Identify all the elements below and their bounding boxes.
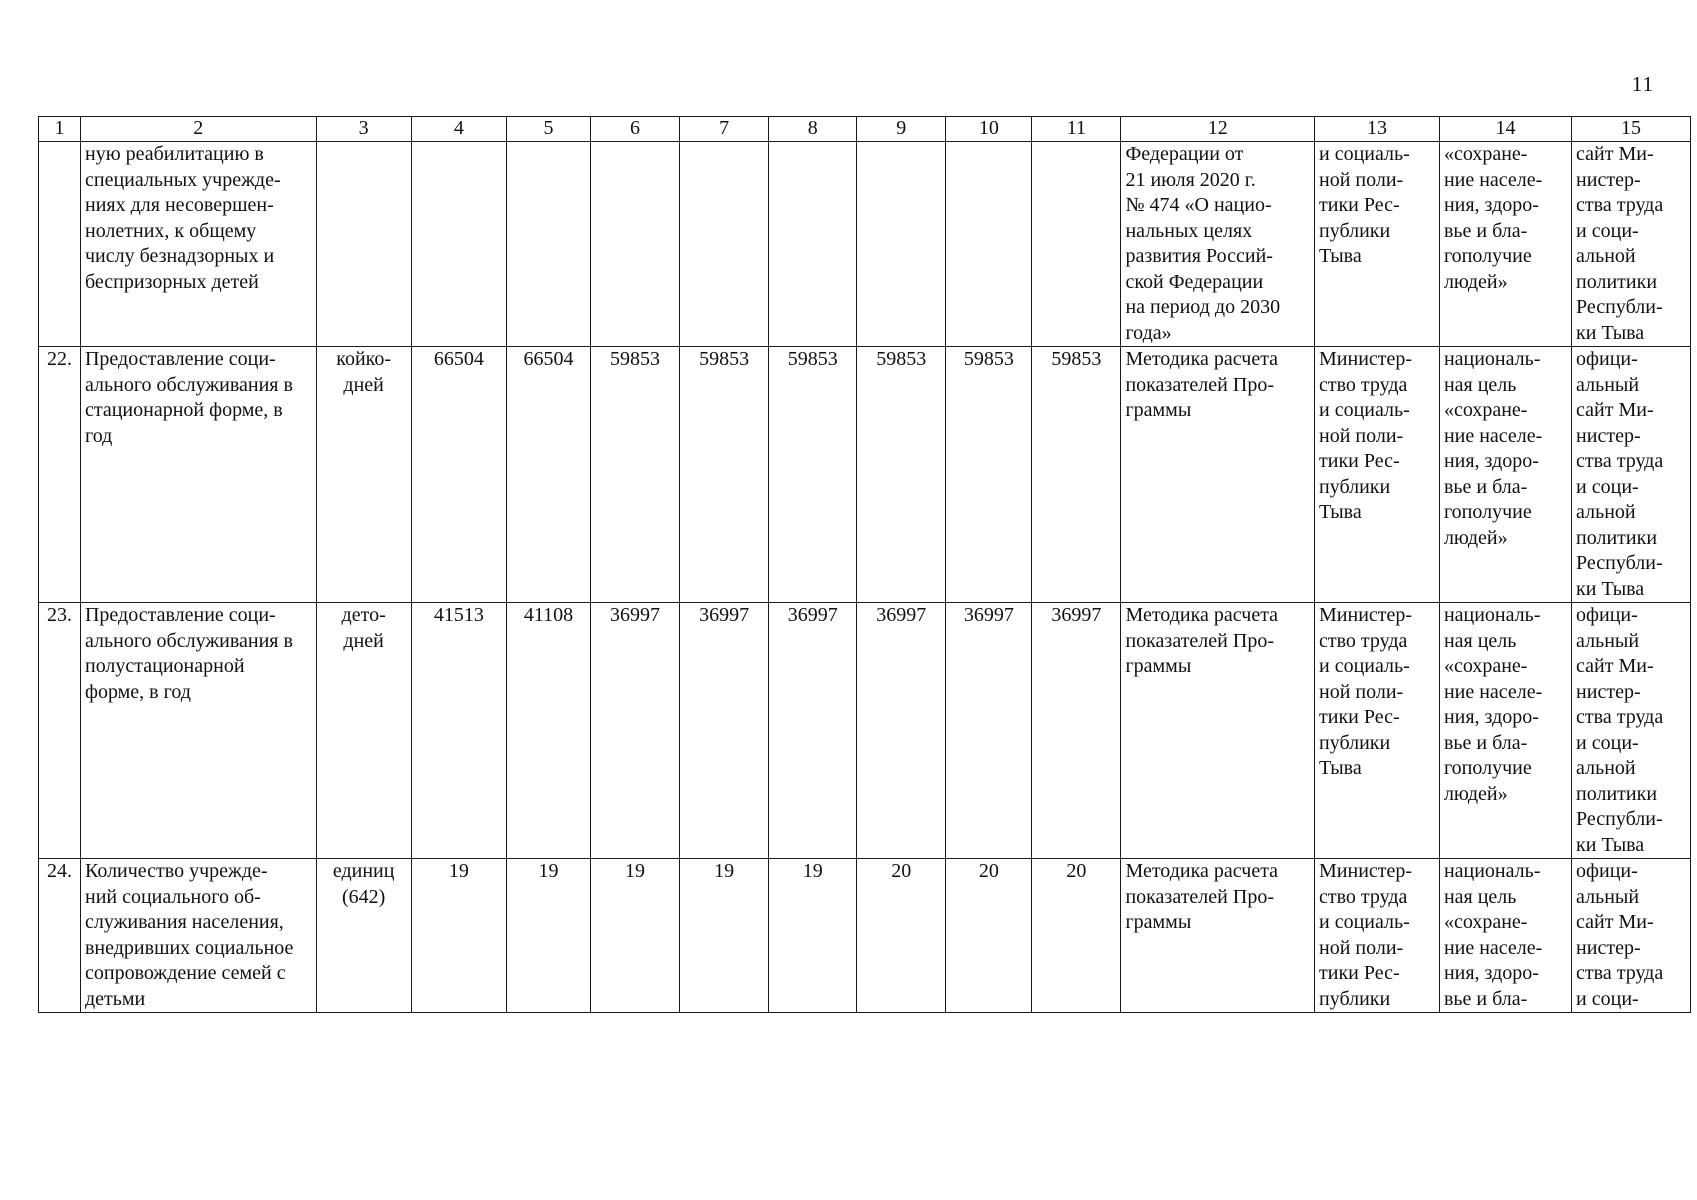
column-header: 12 [1121, 117, 1315, 142]
method-cell: Методика расчета показателей Про- граммы [1121, 859, 1315, 1013]
column-header: 9 [857, 117, 946, 142]
value-cell: 59853 [769, 347, 857, 603]
value-cell: 66504 [411, 347, 506, 603]
source-cell: офици- альный сайт Ми- нистер- ства труда и соци- альной политики Республи- ки Тыва [1572, 603, 1691, 859]
value-cell: 20 [946, 859, 1032, 1013]
source-cell: сайт Ми- нистер- ства труда и соци- альной политики Республи- ки Тыва [1572, 142, 1691, 347]
value-cell: 66504 [507, 347, 591, 603]
value-cell [1032, 142, 1121, 347]
responsible-cell: Министер- ство труда и социаль- ной поли- тики Рес- публики Тыва [1315, 603, 1440, 859]
row-number [39, 142, 81, 347]
responsible-cell: Министер- ство труда и социаль- ной поли- тики Рес- публики [1315, 859, 1440, 1013]
method-cell: Методика расчета показателей Про- граммы [1121, 603, 1315, 859]
value-cell: 36997 [946, 603, 1032, 859]
value-cell: 41108 [507, 603, 591, 859]
value-cell: 19 [411, 859, 506, 1013]
column-header: 7 [680, 117, 769, 142]
value-cell: 19 [590, 859, 679, 1013]
unit-of-measure [316, 142, 411, 347]
responsible-cell: и социаль- ной поли- тики Рес- публики Тыва [1315, 142, 1440, 347]
column-header: 6 [590, 117, 679, 142]
column-header: 3 [316, 117, 411, 142]
column-header: 15 [1572, 117, 1691, 142]
goal-cell: «сохране- ние населе- ния, здоро- вье и бла- гополучие людей» [1439, 142, 1571, 347]
column-header: 14 [1439, 117, 1571, 142]
value-cell [411, 142, 506, 347]
table-row [39, 859, 1691, 1013]
indicator-name: Предоставление соци- ального обслуживания в полустационарной форме, в год [80, 603, 316, 859]
column-header: 13 [1315, 117, 1440, 142]
method-cell: Федерации от 21 июля 2020 г. № 474 «О нацио- нальных целях развития Россий- ской Федерации на период до 2030 года» [1121, 142, 1315, 347]
source-cell: офици- альный сайт Ми- нистер- ства труда и соци- [1572, 859, 1691, 1013]
row-number: 22. [39, 347, 81, 603]
value-cell: 59853 [680, 347, 769, 603]
value-cell: 19 [507, 859, 591, 1013]
value-cell [769, 142, 857, 347]
indicators-table [38, 116, 1691, 1013]
indicator-name: ную реабилитацию в специальных учрежде- ниях для несовершен- нолетних, к общему числу безнадзорных и беспризорных детей [80, 142, 316, 347]
value-cell: 59853 [590, 347, 679, 603]
column-header: 2 [80, 117, 316, 142]
column-header: 5 [507, 117, 591, 142]
column-header: 8 [769, 117, 857, 142]
row-number: 23. [39, 603, 81, 859]
value-cell [507, 142, 591, 347]
table-row [39, 142, 1691, 347]
page-number: 11 [1631, 72, 1654, 96]
value-cell: 36997 [1032, 603, 1121, 859]
method-cell: Методика расчета показателей Про- граммы [1121, 347, 1315, 603]
responsible-cell: Министер- ство труда и социаль- ной поли- тики Рес- публики Тыва [1315, 347, 1440, 603]
value-cell: 36997 [769, 603, 857, 859]
value-cell: 19 [680, 859, 769, 1013]
value-cell [680, 142, 769, 347]
table-row [39, 347, 1691, 603]
value-cell [590, 142, 679, 347]
value-cell: 19 [769, 859, 857, 1013]
value-cell [946, 142, 1032, 347]
goal-cell: националь- ная цель «сохране- ние населе- ния, здоро- вье и бла- гополучие людей» [1439, 603, 1571, 859]
value-cell: 36997 [680, 603, 769, 859]
unit-of-measure: единиц (642) [316, 859, 411, 1013]
column-header: 11 [1032, 117, 1121, 142]
value-cell: 59853 [857, 347, 946, 603]
source-cell: офици- альный сайт Ми- нистер- ства труда и соци- альной политики Республи- ки Тыва [1572, 347, 1691, 603]
goal-cell: националь- ная цель «сохране- ние населе- ния, здоро- вье и бла- [1439, 859, 1571, 1013]
value-cell [857, 142, 946, 347]
indicator-name: Предоставление соци- ального обслуживания в стационарной форме, в год [80, 347, 316, 603]
row-number: 24. [39, 859, 81, 1013]
value-cell: 41513 [411, 603, 506, 859]
column-header: 10 [946, 117, 1032, 142]
value-cell: 59853 [1032, 347, 1121, 603]
column-header: 1 [39, 117, 81, 142]
value-cell: 59853 [946, 347, 1032, 603]
indicator-name: Количество учрежде- ний социального об- служивания населения, внедривших социальное сопровождение семей с детьми [80, 859, 316, 1013]
goal-cell: националь- ная цель «сохране- ние населе- ния, здоро- вье и бла- гополучие людей» [1439, 347, 1571, 603]
unit-of-measure: дето- дней [316, 603, 411, 859]
value-cell: 36997 [590, 603, 679, 859]
value-cell: 36997 [857, 603, 946, 859]
value-cell: 20 [1032, 859, 1121, 1013]
table-row [39, 603, 1691, 859]
column-header: 4 [411, 117, 506, 142]
header-row [39, 117, 1691, 142]
value-cell: 20 [857, 859, 946, 1013]
unit-of-measure: койко- дней [316, 347, 411, 603]
